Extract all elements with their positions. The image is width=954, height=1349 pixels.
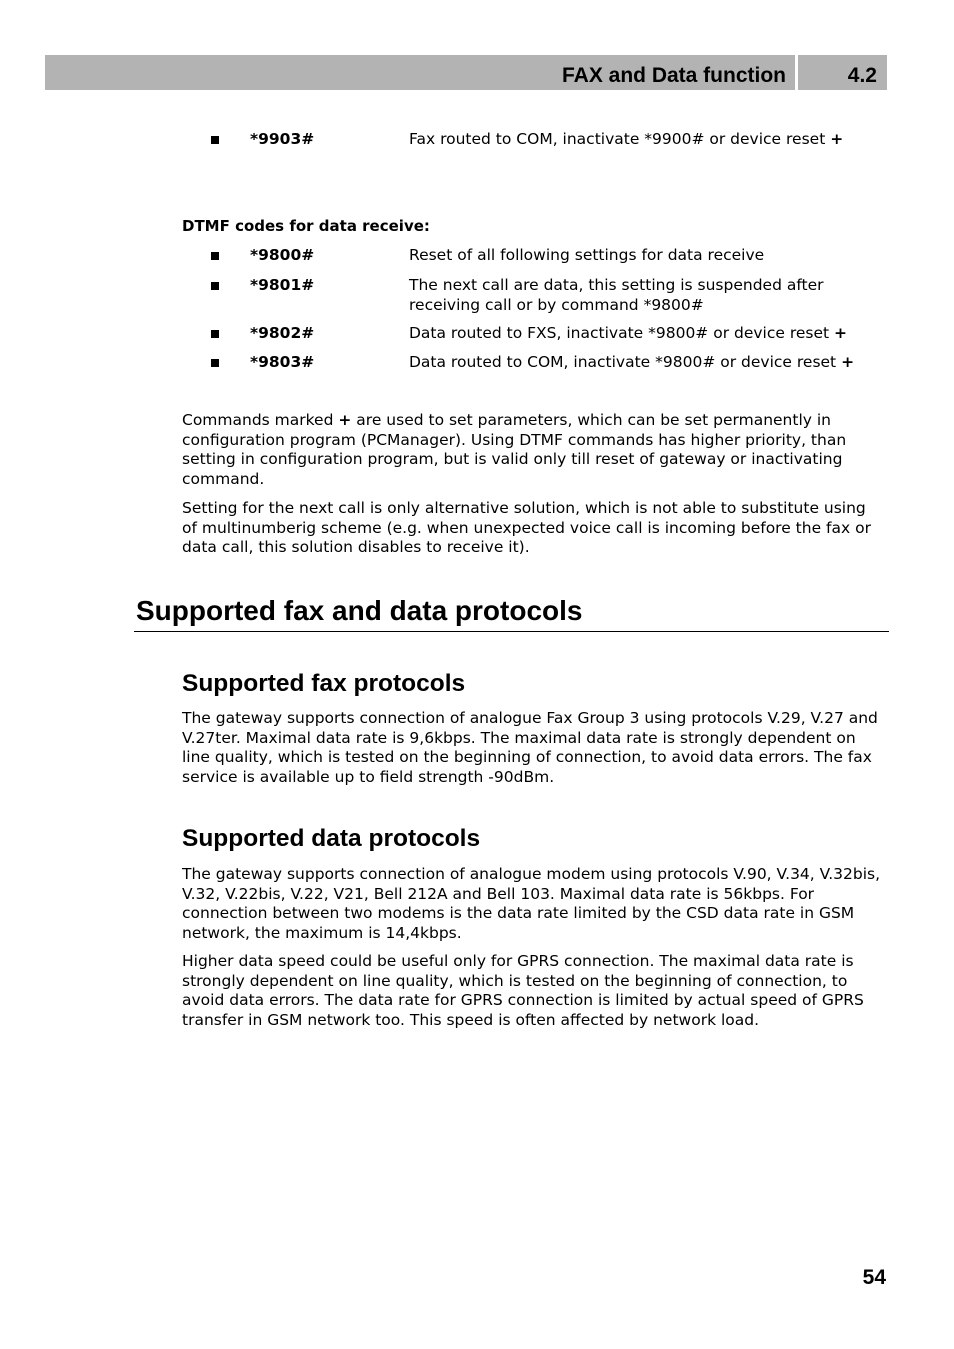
header-title: FAX and Data function [561, 64, 786, 87]
dtmf-code: *9903# [250, 130, 315, 148]
dtmf-description: The next call are data, this setting is suspended after receiving call or by command *9800# [409, 276, 824, 314]
dtmf-description: Fax routed to COM, inactivate *9900# or device reset + [409, 130, 844, 148]
fax-protocols-title: Supported fax protocols [182, 670, 466, 697]
dtmf-code: *9803# [250, 353, 315, 371]
data-protocols-body-2: Higher data speed could be useful only for GPRS connection. The maximal data rate is strongly dependent on line quality, which is tested on the beginning of connection, to avoid data errors. The data rate for GPRS connection is limited by actual speed of GPRS transfer in GSM network too. This speed is often affected by network load. [182, 952, 864, 1029]
bullet-icon [211, 252, 219, 260]
commands-note: Commands marked + are used to set parameters, which can be set permanently in configuration program (PCManager). Using DTMF commands has higher priority, than setting in configuration program, but is valid only till reset of gateway or inactivating command. [182, 411, 847, 488]
plus-marker: + [834, 324, 848, 342]
section-title: Supported fax and data protocols [136, 595, 583, 626]
dtmf-data-heading: DTMF codes for data receive: [182, 217, 430, 235]
data-protocols-body: The gateway supports connection of analogue modem using protocols V.90, V.34, V.32bis, V.32, V.22bis, V.22, V21, Bell 212A and Bell 103. Maximal data rate is 56kbps. For connection between two modems is the data rate limited by the CSD data rate in GSM network, the maximum is 14,4kbps. [182, 865, 881, 942]
plus-marker: + [841, 353, 855, 371]
next-call-note: Setting for the next call is only alternative solution, which is not able to substitute using of multinumberig scheme (e.g. when unexpected voice call is incoming before the fax or data call, this solution disables to receive it). [182, 499, 871, 556]
data-protocols-title: Supported data protocols [182, 825, 481, 852]
bullet-icon [211, 282, 219, 290]
dtmf-description: Data routed to COM, inactivate *9800# or device reset + [409, 353, 855, 371]
dtmf-description: Reset of all following settings for data receive [409, 246, 765, 264]
page-number: 54 [862, 1266, 886, 1289]
fax-protocols-body: The gateway supports connection of analogue Fax Group 3 using protocols V.29, V.27 and V.27ter. Maximal data rate is 9,6kbps. The maximal data rate is strongly dependent on line quality, which is tested on the beginning of connection, to avoid data errors. The fax service is available up to field strength -90dBm. [182, 709, 878, 786]
dtmf-code: *9801# [250, 276, 315, 294]
dtmf-code: *9802# [250, 324, 315, 342]
dtmf-code: *9800# [250, 246, 315, 264]
bullet-icon [211, 330, 219, 338]
plus-marker: + [830, 130, 844, 148]
section-rule [134, 631, 889, 632]
bullet-icon [211, 136, 219, 144]
plus-marker: + [338, 411, 352, 429]
dtmf-description: Data routed to FXS, inactivate *9800# or device reset + [409, 324, 848, 342]
section-number: 4.2 [847, 64, 877, 87]
bullet-icon [211, 359, 219, 367]
